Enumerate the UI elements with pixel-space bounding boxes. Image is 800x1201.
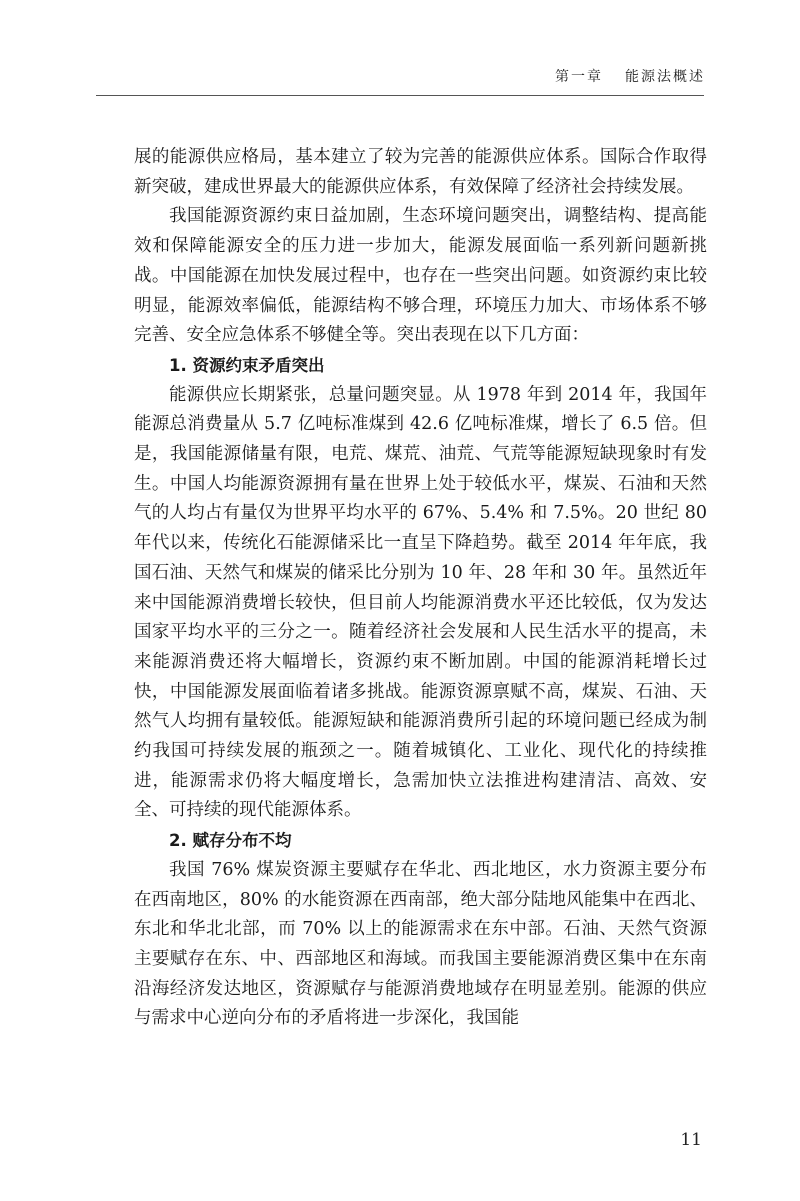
page-number: 11 — [680, 1130, 702, 1150]
running-header — [555, 66, 705, 86]
section-heading-2: 2. 赋存分布不均 — [169, 831, 292, 851]
body-text — [134, 143, 707, 1034]
section-heading-1: 1. 资源约束矛盾突出 — [169, 355, 325, 375]
chapter-title: 能源法概述 — [625, 69, 705, 85]
paragraph-1: 展的能源供应格局，基本建立了较为完善的能源供应体系。国际合作取得新突破，建成世界最大的能源供应体系，有效保障了经济社会持续发展。 — [134, 147, 707, 197]
paragraph-3: 能源供应长期紧张，总量问题突显。从 1978 年到 2014 年，我国年能源总消费量从 5.7 亿吨标准煤到 42.6 亿吨标准煤，增长了 6.5 倍。但是，我国能源储量有限，电荒、煤荒、油荒、气荒等能源短缺现象时有发生。中国人均能源资源拥有量在世界上处于较低水平，煤炭、石油和天然气的人均占有量仅为世界平均水平的 67%、5.4% 和 7.5%。20 世纪 80 年代以来，传统化石能源储采比一直呈下降趋势。截至 2014 年年底，我国石油、天然气和煤炭的储采比分别为 10 年、28 年和 30 年。虽然近年来中国能源消费增长较快，但目前人均能源消费水平还比较低，仅为发达国家平均水平的三分之一。随着经济社会发展和人民生活水平的提高，未来能源消费还将大幅增长，资源约束不断加剧。中国的能源消耗增长过快，中国能源发展面临着诸多挑战。能源资源禀赋不高，煤炭、石油、天然气人均拥有量较低。能源短缺和能源消费所引起的环境问题已经成为制约我国可持续发展的瓶颈之一。随着城镇化、工业化、现代化的持续推进，能源需求仍将大幅度增长，急需加快立法推进构建清洁、高效、安全、可持续的现代能源体系。 — [134, 384, 707, 821]
chapter-label: 第一章 — [555, 69, 603, 85]
paragraph-4: 我国 76% 煤炭资源主要赋存在华北、西北地区，水力资源主要分布在西南地区，80% 的水能资源在西南部，绝大部分陆地风能集中在西北、东北和华北北部，而 70% 以上的能源需求在东中部。石油、天然气资源主要赋存在东、中、西部地区和海域。而我国主要能源消费区集中在东南沿海经济发达地区，资源赋存与能源消费地域存在明显差别。能源的供应与需求中心逆向分布的矛盾将进一步深化，我国能 — [134, 859, 707, 1029]
header-rule — [96, 95, 704, 96]
paragraph-2: 我国能源资源约束日益加剧，生态环境问题突出，调整结构、提高能效和保障能源安全的压力进一步加大，能源发展面临一系列新问题新挑战。中国能源在加快发展过程中，也存在一些突出问题。如资源约束比较明显，能源效率偏低，能源结构不够合理，环境压力加大、市场体系不够完善、安全应急体系不够健全等。突出表现在以下几方面： — [134, 206, 707, 346]
